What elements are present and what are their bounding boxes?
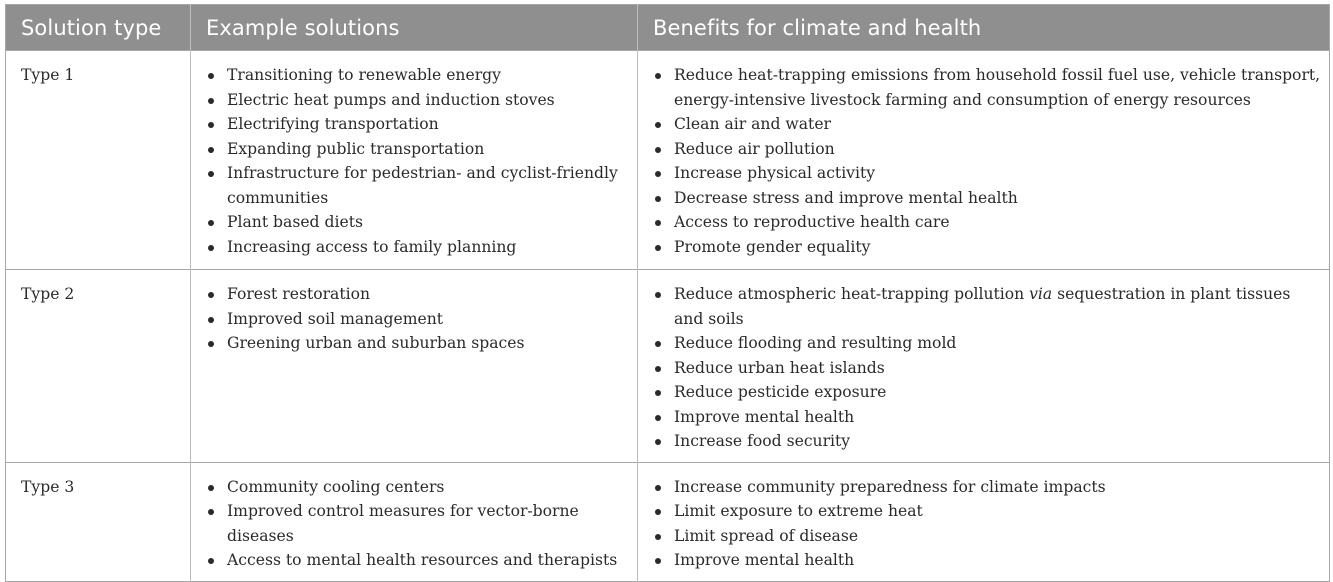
list-item: Increasing access to family planning bbox=[206, 235, 631, 260]
list-item bbox=[653, 282, 1323, 331]
solution-type-cell: Type 2 bbox=[6, 270, 191, 463]
solutions-table bbox=[5, 4, 1330, 582]
list-item: Community cooling centers bbox=[206, 475, 631, 500]
list-item: Increase food security bbox=[653, 429, 1323, 454]
header-example-solutions: Example solutions bbox=[191, 5, 638, 51]
list-item-text: Reduce atmospheric heat-trapping pollution bbox=[674, 285, 1030, 303]
list-item: Transitioning to renewable energy bbox=[206, 63, 631, 88]
header-benefits: Benefits for climate and health bbox=[638, 5, 1330, 51]
benefits-cell bbox=[638, 270, 1330, 463]
benefits-list bbox=[653, 475, 1323, 573]
example-solutions-list bbox=[206, 282, 631, 356]
list-item: Access to reproductive health care bbox=[653, 210, 1323, 235]
list-item-text: sequestration in plant tissues and soils bbox=[674, 285, 1291, 328]
example-solutions-list bbox=[206, 63, 631, 259]
list-item: Increase physical activity bbox=[653, 161, 1323, 186]
list-item: Reduce urban heat islands bbox=[653, 356, 1323, 381]
list-item: Reduce heat-trapping emissions from household fossil fuel use, vehicle transport, energy-intensive livestock farming and consumption of energy resources bbox=[653, 63, 1323, 112]
list-item: Promote gender equality bbox=[653, 235, 1323, 260]
table-header-row bbox=[6, 5, 1330, 51]
list-item: Limit exposure to extreme heat bbox=[653, 499, 1323, 524]
solution-type-cell: Type 1 bbox=[6, 51, 191, 270]
example-solutions-cell bbox=[191, 462, 638, 581]
list-item: Clean air and water bbox=[653, 112, 1323, 137]
table-row bbox=[6, 462, 1330, 581]
list-item: Decrease stress and improve mental health bbox=[653, 186, 1323, 211]
list-item: Reduce pesticide exposure bbox=[653, 380, 1323, 405]
list-item-italic-text: via bbox=[1029, 285, 1053, 303]
list-item: Greening urban and suburban spaces bbox=[206, 331, 631, 356]
benefits-list bbox=[653, 282, 1323, 454]
example-solutions-cell bbox=[191, 270, 638, 463]
table-row bbox=[6, 270, 1330, 463]
list-item: Expanding public transportation bbox=[206, 137, 631, 162]
list-item: Plant based diets bbox=[206, 210, 631, 235]
list-item: Improved control measures for vector-borne diseases bbox=[206, 499, 631, 548]
solution-type-cell: Type 3 bbox=[6, 462, 191, 581]
list-item: Forest restoration bbox=[206, 282, 631, 307]
list-item: Improve mental health bbox=[653, 548, 1323, 573]
header-solution-type: Solution type bbox=[6, 5, 191, 51]
list-item: Increase community preparedness for climate impacts bbox=[653, 475, 1323, 500]
list-item: Reduce flooding and resulting mold bbox=[653, 331, 1323, 356]
solutions-table-container bbox=[5, 4, 1329, 582]
list-item: Improved soil management bbox=[206, 307, 631, 332]
list-item: Improve mental health bbox=[653, 405, 1323, 430]
benefits-cell bbox=[638, 51, 1330, 270]
example-solutions-list bbox=[206, 475, 631, 573]
list-item: Reduce air pollution bbox=[653, 137, 1323, 162]
list-item: Electric heat pumps and induction stoves bbox=[206, 88, 631, 113]
list-item: Electrifying transportation bbox=[206, 112, 631, 137]
list-item: Access to mental health resources and therapists bbox=[206, 548, 631, 573]
benefits-cell bbox=[638, 462, 1330, 581]
example-solutions-cell bbox=[191, 51, 638, 270]
list-item: Infrastructure for pedestrian- and cyclist-friendly communities bbox=[206, 161, 631, 210]
table-row bbox=[6, 51, 1330, 270]
list-item: Limit spread of disease bbox=[653, 524, 1323, 549]
benefits-list bbox=[653, 63, 1323, 259]
